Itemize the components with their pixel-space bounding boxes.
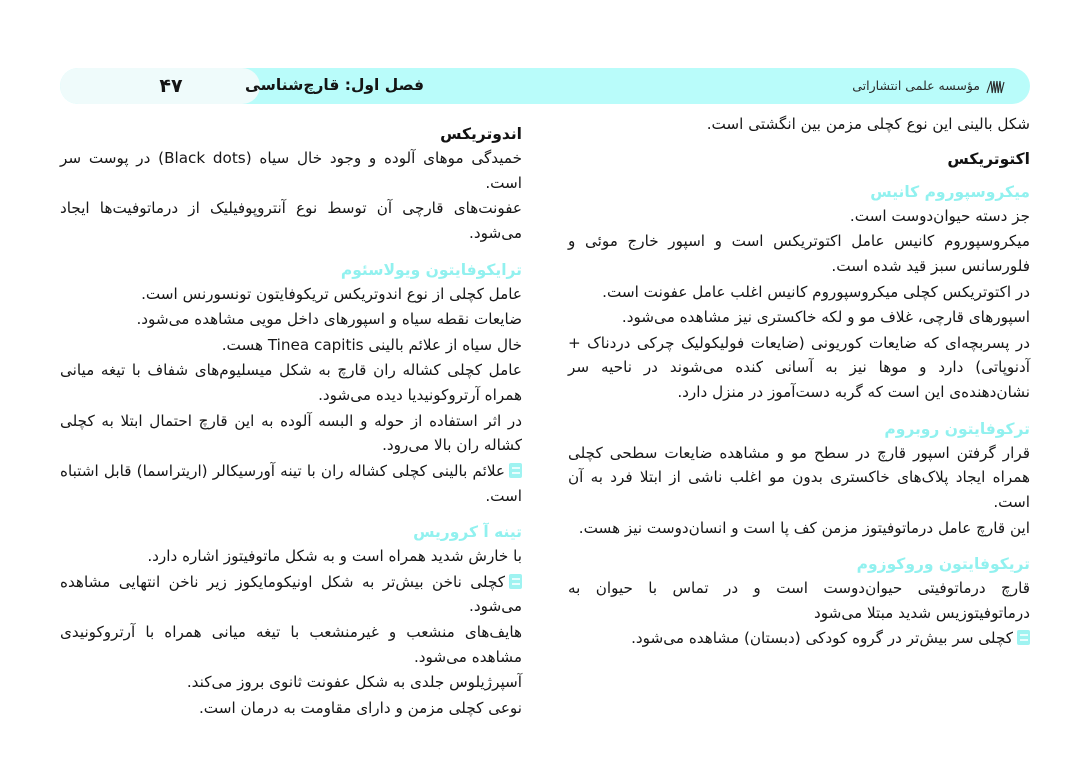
section-heading-endothrix: اندوتریکس	[440, 125, 522, 143]
note-bullet-icon	[1017, 630, 1030, 645]
bullet-paragraph	[60, 459, 522, 508]
paragraph: قرار گرفتن اسپور قارچ در سطح مو و مشاهده ضایعات سطحی کچلی همراه ایجاد پلاک‌های خاکستری بدون مو اغلب ناشی از ابتلا فرد به آن است.	[568, 443, 1030, 511]
paragraph: خمیدگی موهای آلوده و وجود خال سیاه (Black dots) در پوست سر است.	[60, 149, 523, 192]
paragraph: اسپورهای قارچی، غلاف مو و لکه خاکستری نیز مشاهده می‌شود.	[621, 308, 1030, 327]
chapter-title: فصل اول: قارچ‌شناسی	[245, 76, 425, 94]
paragraph: در اثر استفاده از حوله و البسه آلوده به این قارچ احتمال ابتلا به کچلی کشاله ران بالا می‌رود.	[60, 411, 522, 455]
bullet-text: کچلی ناخن بیش‌تر به شکل اونیکومایکوز زیر ناخن انتهایی مشاهده می‌شود.	[60, 572, 522, 616]
right-text-column	[568, 112, 1030, 712]
subheading-trichophyton-rubrum: ترکوفایتون روبروم	[884, 419, 1030, 438]
paragraph: قارچ درماتوفیتی حیوان‌دوست است و در تماس با حیوان به درماتوفیتوزیس شدید مبتلا می‌شود	[568, 579, 1030, 622]
publisher-logo-icon	[986, 80, 1006, 94]
subheading-trichophyton-verrucosum: تریکوفایتون وروکوزوم	[856, 555, 1030, 574]
paragraph: نوعی کچلی مزمن و دارای مقاومت به درمان است.	[198, 698, 522, 717]
paragraph: شکل بالینی این نوع کچلی مزمن بین انگشتی است.	[706, 115, 1030, 133]
paragraph: ضایعات نقطه سیاه و اسپورهای داخل مویی مشاهده می‌شود.	[136, 310, 522, 329]
page-number: ۴۷	[159, 75, 183, 97]
paragraph: در پسربچه‌ای که ضایعات کوریونی (ضایعات فولیکولیک چرکی دردناک + آدنوپاتی) دارد و موها نیز به آسانی کنده می‌شوند در ناحیه سر نشان‌دهنده‌ی این است که گربه دست‌آموز در منزل دارد.	[568, 333, 1030, 401]
paragraph: با خارش شدید همراه است و به شکل ماتوفیتوز اشاره دارد.	[147, 547, 522, 566]
paragraph: در اکتوتریکس کچلی میکروسپوروم کانیس اغلب عامل عفونت است.	[602, 282, 1030, 301]
subheading-microsporum-canis: میکروسپوروم کانیس	[870, 182, 1030, 201]
subheading-trichophyton-violaceum: ترایکوفایتون ویولاسئوم	[340, 260, 522, 279]
note-bullet-icon	[509, 574, 522, 589]
section-heading-ectothrix: اکتوتریکس	[947, 149, 1030, 168]
paragraph: عفونت‌های قارچی آن توسط نوع آنتروپوفیلیک از درماتوفیت‌ها ایجاد می‌شود.	[60, 199, 522, 242]
paragraph: میکروسپوروم کانیس عامل اکتوتریکس است و اسپور خارج موئی و فلورسانس سبز قید شده است.	[568, 232, 1030, 275]
subheading-tinea-cruris: تینه آ کروریس	[413, 523, 522, 542]
paragraph: این قارچ عامل درماتوفیتوز مزمن کف پا است و انسان‌دوست نیز هست.	[578, 518, 1030, 537]
paragraph: جز دسته حیوان‌دوست است.	[849, 206, 1030, 225]
bullet-paragraph	[568, 626, 1030, 651]
publisher-name: مؤسسه علمی انتشاراتی	[852, 78, 980, 93]
paragraph: عامل کچلی کشاله ران قارچ به شکل میسلیوم‌های شفاف با تیغه میانی همراه آرتروکونیدیا دیده می‌شود.	[60, 361, 522, 404]
bullet-text: علائم بالینی کچلی کشاله ران با تینه آورسیکالر (اریتراسما) قابل اشتباه است.	[60, 461, 522, 505]
page-content	[60, 112, 1030, 717]
paragraph: عامل کچلی از نوع اندوتریکس تریکوفایتون تونسورنس است.	[141, 284, 522, 303]
paragraph: آسپرژیلوس جلدی به شکل عفونت ثانوی بروز می‌کند.	[186, 673, 522, 692]
publisher-credit	[852, 78, 1006, 93]
paragraph: هایف‌های منشعب و غیرمنشعب با تیغه میانی همراه با آرتروکونیدی مشاهده می‌شود.	[60, 623, 522, 666]
paragraph: خال سیاه از علائم بالینی Tinea capitis هست.	[221, 335, 522, 354]
left-text-column	[60, 112, 523, 717]
bullet-text: کچلی سر بیش‌تر در گروه کودکی (دبستان) مشاهده می‌شود.	[631, 629, 1013, 648]
page-number-pill	[60, 68, 260, 104]
note-bullet-icon	[509, 463, 522, 478]
bullet-paragraph	[60, 570, 522, 619]
page-header-band	[60, 68, 1030, 104]
